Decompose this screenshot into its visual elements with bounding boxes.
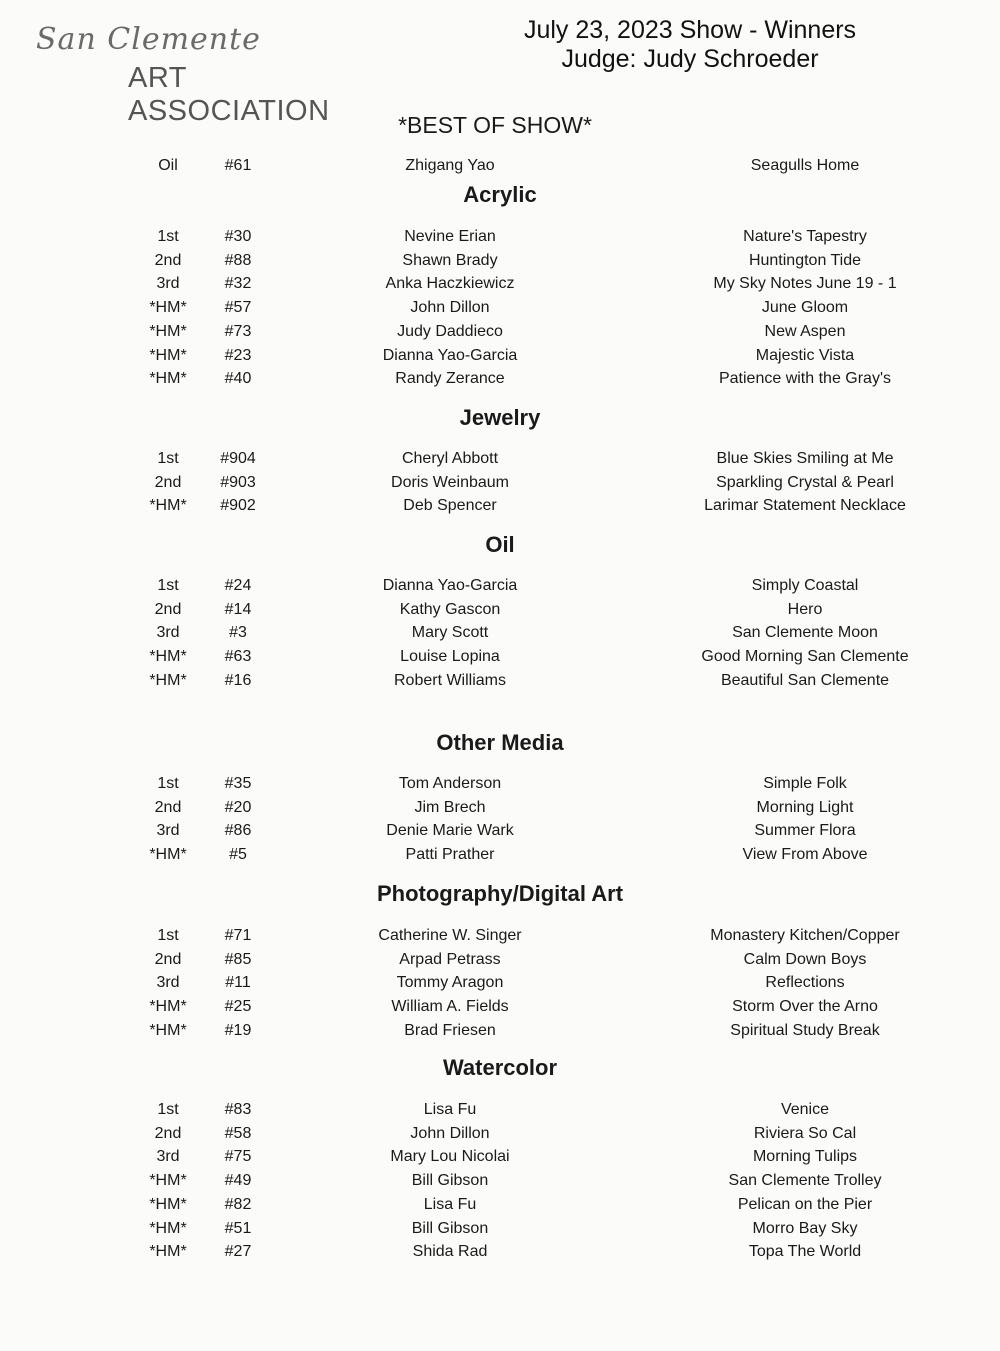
winner-row (0, 927, 1000, 951)
winner-row (0, 1243, 1000, 1267)
winner-row (0, 974, 1000, 998)
place-cell: *HM* (149, 1195, 187, 1213)
place-cell: 3rd (156, 974, 180, 992)
artwork-title-cell: Topa The World (748, 1243, 862, 1261)
artwork-title-cell: Morro Bay Sky (752, 1219, 858, 1237)
place-cell: 1st (157, 450, 179, 467)
artist-cell: Nevine Erian (404, 228, 496, 245)
artist-cell: Judy Daddieco (397, 322, 503, 340)
place-cell: *HM* (149, 1021, 187, 1039)
place-cell: 3rd (156, 624, 180, 642)
winner-row (0, 474, 1000, 498)
artist-cell: Patti Prather (405, 846, 495, 864)
artwork-title-cell: Simple Folk (763, 775, 847, 792)
entry-number-cell: #71 (224, 927, 252, 944)
winner-row (0, 497, 1000, 521)
winner-row (0, 951, 1000, 975)
artist-cell: Louise Lopina (400, 648, 500, 666)
best-of-show-row (0, 157, 1000, 181)
entry-number-cell: #16 (224, 671, 252, 689)
artwork-title-cell: My Sky Notes June 19 - 1 (713, 275, 897, 293)
place-cell: *HM* (149, 1219, 187, 1237)
entry-number-cell: #25 (224, 998, 252, 1016)
entry-number-cell: #75 (224, 1148, 252, 1166)
entry-number-cell: #32 (224, 275, 252, 293)
artist-cell: Robert Williams (393, 671, 506, 689)
artist-cell: Randy Zerance (395, 370, 505, 388)
entry-number-cell: #88 (224, 251, 252, 269)
entry-number-cell: #24 (224, 577, 252, 594)
entry-number-cell: #902 (220, 497, 256, 515)
place-cell: 1st (157, 775, 179, 792)
artist-cell: Tom Anderson (398, 775, 502, 792)
category-heading: Jewelry (459, 405, 541, 430)
artwork-title-cell: Seagulls Home (750, 157, 860, 174)
winner-row (0, 1172, 1000, 1196)
entry-number-cell: #904 (220, 450, 256, 467)
place-cell: 2nd (154, 473, 182, 491)
winner-row (0, 601, 1000, 625)
artist-cell: Brad Friesen (404, 1021, 496, 1039)
winner-row (0, 252, 1000, 276)
place-cell: *HM* (149, 671, 187, 689)
artwork-title-cell: Hero (787, 600, 823, 618)
winner-row (0, 1196, 1000, 1220)
place-cell: *HM* (149, 299, 187, 317)
artwork-title-cell: Morning Tulips (752, 1148, 858, 1166)
artist-cell: John Dillon (410, 1124, 490, 1142)
place-cell: 1st (157, 577, 179, 594)
winner-row (0, 775, 1000, 799)
artwork-title-cell: Sparkling Crystal & Pearl (716, 473, 894, 491)
winner-row (0, 1125, 1000, 1149)
artwork-title-cell: Beautiful San Clemente (720, 671, 890, 689)
category-heading: Other Media (436, 730, 564, 755)
artwork-title-cell: Simply Coastal (751, 577, 859, 594)
winner-row (0, 822, 1000, 846)
artwork-title-cell: June Gloom (761, 299, 849, 317)
artwork-title-cell: Venice (780, 1101, 830, 1118)
entry-number-cell: #903 (220, 473, 256, 491)
artwork-title-cell: Larimar Statement Necklace (704, 497, 906, 515)
entry-number-cell: #49 (224, 1172, 252, 1190)
artist-cell: Denie Marie Wark (386, 822, 514, 840)
artist-cell: William A. Fields (391, 998, 509, 1016)
artist-cell: John Dillon (410, 299, 490, 317)
place-cell: *HM* (149, 346, 187, 364)
artwork-title-cell: Reflections (765, 974, 845, 992)
artist-cell: Anka Haczkiewicz (385, 275, 515, 293)
category-heading: Acrylic (463, 182, 537, 207)
artwork-title-cell: Pelican on the Pier (737, 1195, 873, 1213)
judge-line: Judge: Judy Schroeder (561, 45, 819, 73)
artist-cell: Jim Brech (414, 798, 486, 816)
entry-number-cell: #57 (224, 299, 252, 317)
winner-row (0, 450, 1000, 474)
winner-row (0, 323, 1000, 347)
place-cell: *HM* (149, 497, 187, 515)
place-cell: *HM* (149, 370, 187, 388)
entry-number-cell: #23 (224, 346, 252, 364)
place-cell: 1st (157, 927, 179, 944)
entry-number-cell: #14 (224, 600, 252, 618)
category-heading: Oil (485, 532, 515, 557)
best-of-show-heading: *BEST OF SHOW* (398, 112, 592, 138)
artist-cell: Bill Gibson (411, 1219, 489, 1237)
winner-row (0, 577, 1000, 601)
artist-cell: Mary Scott (411, 624, 489, 642)
winner-row (0, 672, 1000, 696)
artwork-title-cell: Blue Skies Smiling at Me (716, 450, 894, 467)
show-title: July 23, 2023 Show - Winners (523, 16, 857, 44)
entry-number-cell: #83 (224, 1101, 252, 1118)
place-cell: Oil (158, 157, 178, 174)
place-cell: 2nd (154, 600, 182, 618)
winner-row (0, 299, 1000, 323)
entry-number-cell: #30 (224, 228, 252, 245)
artwork-title-cell: Majestic Vista (755, 346, 855, 364)
winner-row (0, 370, 1000, 394)
artist-cell: Tommy Aragon (396, 974, 504, 992)
artist-cell: Mary Lou Nicolai (390, 1148, 510, 1166)
entry-number-cell: #40 (224, 370, 252, 388)
place-cell: 3rd (156, 822, 180, 840)
place-cell: *HM* (149, 998, 187, 1016)
artist-cell: Zhigang Yao (405, 157, 495, 174)
place-cell: 2nd (154, 1124, 182, 1142)
artist-cell: Shida Rad (412, 1243, 488, 1261)
entry-number-cell: #11 (225, 974, 251, 992)
winner-row (0, 1148, 1000, 1172)
artist-cell: Lisa Fu (423, 1101, 477, 1118)
artwork-title-cell: Calm Down Boys (743, 950, 867, 968)
place-cell: 3rd (156, 275, 180, 293)
artwork-title-cell: New Aspen (764, 322, 846, 340)
winner-row (0, 846, 1000, 870)
artwork-title-cell: San Clemente Moon (732, 624, 878, 642)
winner-row (0, 648, 1000, 672)
place-cell: 2nd (154, 950, 182, 968)
artist-cell: Kathy Gascon (399, 600, 501, 618)
artist-cell: Doris Weinbaum (391, 473, 509, 491)
artist-cell: Cheryl Abbott (401, 450, 499, 467)
entry-number-cell: #35 (224, 775, 252, 792)
artwork-title-cell: Summer Flora (754, 822, 856, 840)
entry-number-cell: #3 (229, 624, 247, 642)
winner-row (0, 998, 1000, 1022)
category-heading: Watercolor (442, 1055, 558, 1080)
artwork-title-cell: Patience with the Gray's (718, 370, 892, 388)
place-cell: *HM* (149, 1172, 187, 1190)
winner-row (0, 624, 1000, 648)
place-cell: *HM* (149, 322, 187, 340)
entry-number-cell: #82 (224, 1195, 252, 1213)
artist-cell: Lisa Fu (423, 1195, 477, 1213)
winner-row (0, 799, 1000, 823)
category-heading: Photography/Digital Art (376, 881, 624, 906)
place-cell: *HM* (149, 1243, 187, 1261)
place-cell: 1st (157, 228, 179, 245)
artist-cell: Dianna Yao-Garcia (382, 577, 518, 594)
place-cell: 2nd (154, 251, 182, 269)
entry-number-cell: #63 (224, 648, 252, 666)
artwork-title-cell: Morning Light (756, 798, 854, 816)
logo-name-text: ART ASSOCIATION (128, 62, 330, 127)
winner-row (0, 275, 1000, 299)
winner-row (0, 347, 1000, 371)
artist-cell: Dianna Yao-Garcia (382, 346, 518, 364)
artwork-title-cell: View From Above (742, 846, 868, 864)
winner-row (0, 228, 1000, 252)
artist-cell: Deb Spencer (403, 497, 497, 515)
place-cell: 2nd (154, 798, 182, 816)
entry-number-cell: #51 (224, 1219, 252, 1237)
entry-number-cell: #19 (224, 1021, 252, 1039)
artwork-title-cell: Monastery Kitchen/Copper (710, 927, 900, 944)
entry-number-cell: #20 (224, 798, 252, 816)
place-cell: *HM* (149, 648, 187, 666)
artwork-title-cell: Nature's Tapestry (743, 228, 867, 245)
artwork-title-cell: Huntington Tide (748, 251, 862, 269)
winner-row (0, 1022, 1000, 1046)
place-cell: 3rd (156, 1148, 180, 1166)
entry-number-cell: #73 (224, 322, 252, 340)
artist-cell: Arpad Petrass (399, 950, 501, 968)
logo (28, 18, 378, 127)
winner-row (0, 1101, 1000, 1125)
artist-cell: Catherine W. Singer (378, 927, 522, 944)
artwork-title-cell: San Clemente Trolley (728, 1172, 882, 1190)
winner-row (0, 1220, 1000, 1244)
entry-number-cell: #58 (224, 1124, 252, 1142)
entry-number-cell: #27 (224, 1243, 252, 1261)
artwork-title-cell: Good Morning San Clemente (701, 648, 909, 666)
artwork-title-cell: Storm Over the Arno (732, 998, 878, 1016)
entry-number-cell: #85 (224, 950, 252, 968)
artwork-title-cell: Spiritual Study Break (730, 1021, 880, 1039)
entry-number-cell: #5 (229, 846, 247, 864)
logo-script-text: San Clemente (36, 22, 261, 57)
place-cell: *HM* (149, 846, 187, 864)
place-cell: 1st (157, 1101, 179, 1118)
entry-number-cell: #61 (224, 157, 252, 174)
artwork-title-cell: Riviera So Cal (753, 1124, 857, 1142)
entry-number-cell: #86 (224, 822, 252, 840)
artist-cell: Shawn Brady (402, 251, 498, 269)
artist-cell: Bill Gibson (411, 1172, 489, 1190)
